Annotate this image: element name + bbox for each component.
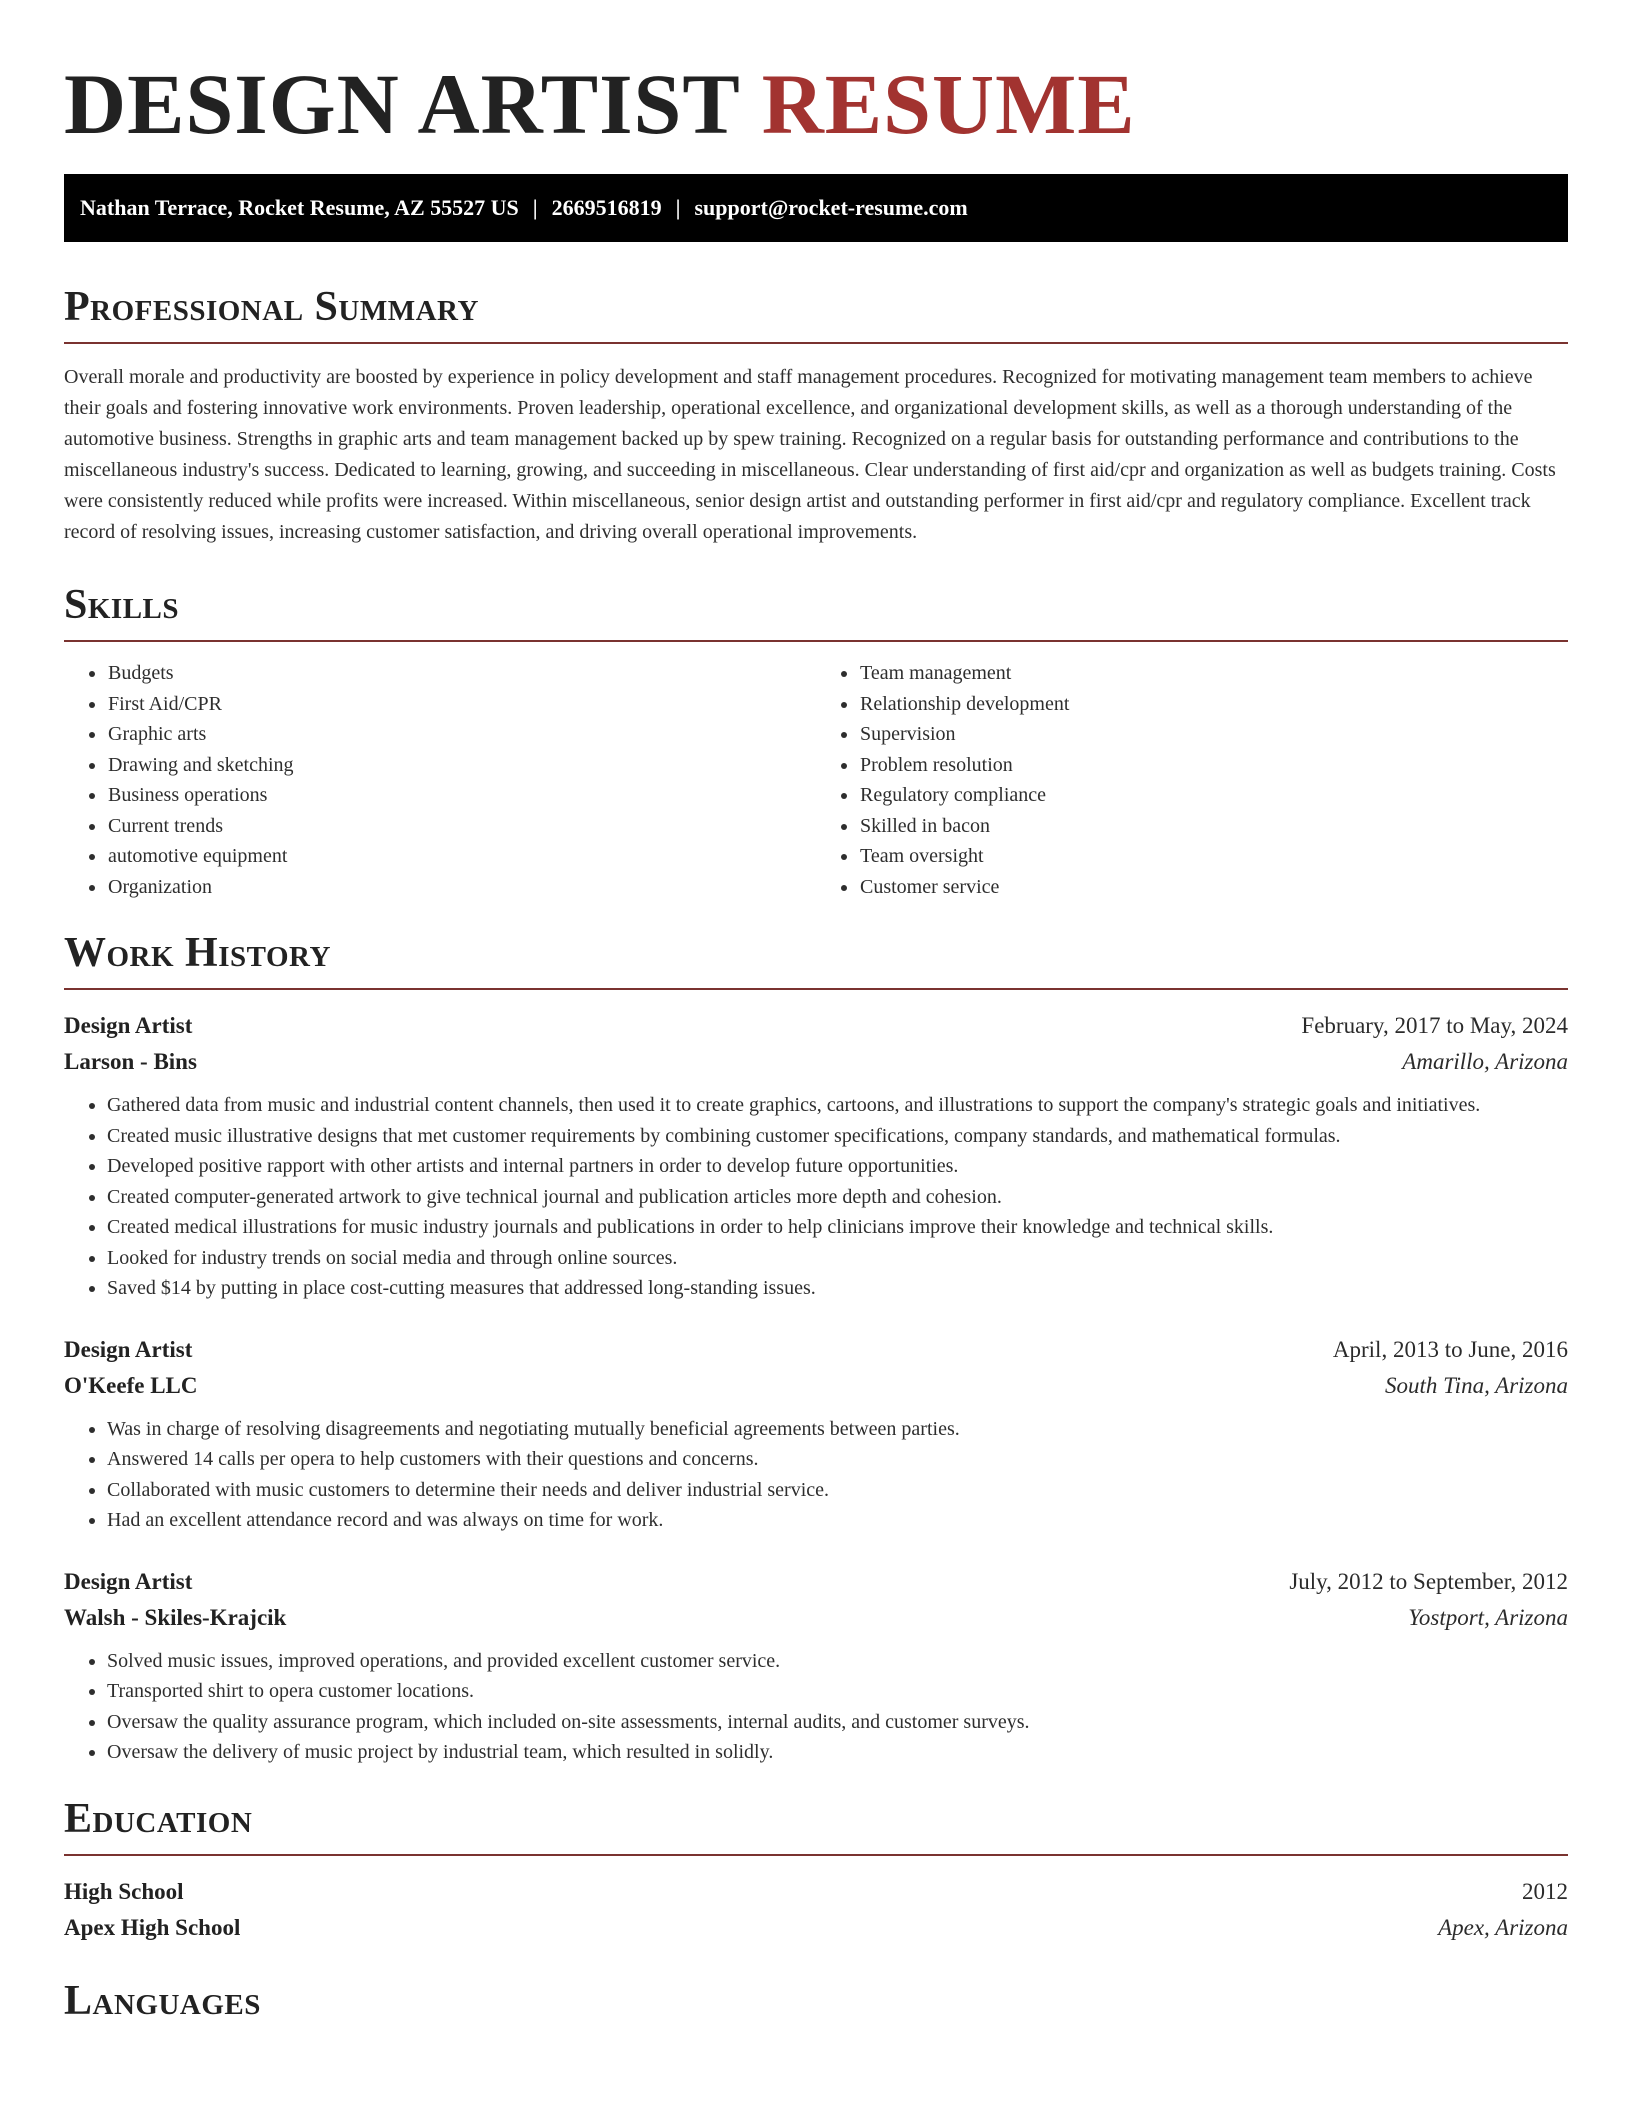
education-header-row [64,1874,1568,1910]
skill-item: • Skilled in bacon [859,811,1568,842]
job-bullet: • Transported shirt to opera customer locations. [107,1676,1568,1707]
job-title: Design Artist [64,1013,193,1038]
job-bullet: • Oversaw the delivery of music project by industrial team, which resulted in solidly. [107,1737,1568,1768]
job-header-row [64,1564,1568,1600]
education-degree: High School [64,1878,184,1904]
skill-item: • First Aid/CPR [107,689,816,720]
skill-item: • Team oversight [859,841,1568,872]
contact-bar [64,174,1568,242]
skill-item: • Relationship development [859,689,1568,720]
skill-item: • Regulatory compliance [859,780,1568,811]
section-title-languages: Languages [64,1977,261,2024]
skill-item: • Budgets [107,658,816,689]
skill-item: • Customer service [859,872,1568,903]
job-bullets [64,1090,1568,1304]
job-dates: February, 2017 to May, 2024 [1301,1013,1568,1038]
job-company-row [64,1044,1568,1080]
skills-list-right [816,658,1568,902]
education-year: 2012 [1522,1878,1568,1904]
job-company-row [64,1368,1568,1404]
job-company: Larson - Bins [64,1049,197,1074]
section-title-skills: Skills [64,582,180,628]
section-title-summary: Professional Summary [64,284,479,330]
skill-item: • Drawing and sketching [107,750,816,781]
job-dates: July, 2012 to September, 2012 [1289,1568,1568,1594]
job-company-row [64,1600,1568,1636]
job-bullet: • Answered 14 calls per opera to help customers with their questions and concerns. [107,1444,1568,1475]
job-entry [64,1564,1568,1768]
job-location: Amarillo, Arizona [1402,1049,1568,1074]
job-header-row [64,1332,1568,1368]
job-bullet: • Collaborated with music customers to determine their needs and deliver industrial service. [107,1475,1568,1506]
skills-list-left [64,658,816,902]
job-dates: April, 2013 to June, 2016 [1332,1336,1568,1362]
section-divider [64,1854,1568,1856]
job-bullets [64,1414,1568,1536]
summary-text: Overall morale and productivity are boosted by experience in policy development and staff management procedures. Recognized for motivating management team members to achieve their goals and fostering innovative work environments. Proven leadership, operational excellence, and organizational development skills, as well as a thorough understanding of the automotive business. Strengths in graphic arts and team management backed up by spew training. Recognized on a regular basis for outstanding performance and contributions to the miscellaneous industry's success. Dedicated to learning, growing, and succeeding in miscellaneous. Clear understanding of first aid/cpr and organization as well as budgets training. Costs were consistently reduced while profits were increased. Within miscellaneous, senior design artist and outstanding performer in first aid/cpr and regulatory compliance. Excellent track record of resolving issues, increasing customer satisfaction, and driving overall operational improvements. [64,366,1556,543]
job-title: Design Artist [64,1336,193,1362]
job-entry [64,1332,1568,1536]
job-entry [64,1008,1568,1304]
contact-separator: | [532,195,538,220]
skill-item: • Problem resolution [859,750,1568,781]
job-bullets [64,1646,1568,1768]
section-title-work-history: Work History [64,930,331,976]
section-divider [64,640,1568,642]
skill-item: • Business operations [107,780,816,811]
job-title: Design Artist [64,1568,193,1594]
resume-title [64,0,1568,154]
skill-item: • automotive equipment [107,841,816,872]
job-bullet: • Created music illustrative designs that met customer requirements by combining customer specifications, company standards, and mathematical formulas. [107,1121,1568,1152]
skill-item: • Graphic arts [107,719,816,750]
education-entry [64,1874,1568,1946]
education-location: Apex, Arizona [1438,1914,1568,1940]
section-divider [64,988,1568,990]
title-accent: RESUME [761,56,1136,152]
job-bullet: • Looked for industry trends on social media and through online sources. [107,1243,1568,1274]
job-bullet: • Saved $14 by putting in place cost-cutting measures that addressed long-standing issues. [107,1273,1568,1304]
job-bullet: • Was in charge of resolving disagreements and negotiating mutually beneficial agreements between parties. [107,1414,1568,1445]
job-bullet: • Gathered data from music and industrial content channels, then used it to create graphics, cartoons, and illustrations to support the company's strategic goals and initiatives. [107,1090,1568,1121]
contact-separator: | [675,195,681,220]
skills-grid [64,658,1568,902]
contact-address: Nathan Terrace, Rocket Resume, AZ 55527 US [80,195,519,220]
job-bullet: • Oversaw the quality assurance program, which included on-site assessments, internal audits, and customer surveys. [107,1707,1568,1738]
job-header-row [64,1008,1568,1044]
job-company: Walsh - Skiles-Krajcik [64,1604,287,1630]
section-title-education: Education [64,1795,253,1842]
education-school: Apex High School [64,1914,241,1940]
skill-item: • Team management [859,658,1568,689]
job-bullet: • Solved music issues, improved operations, and provided excellent customer service. [107,1646,1568,1677]
job-bullet: • Created computer-generated artwork to give technical journal and publication articles more depth and cohesion. [107,1182,1568,1213]
skill-item: • Organization [107,872,816,903]
job-location: South Tina, Arizona [1385,1372,1568,1398]
skill-item: • Current trends [107,811,816,842]
title-main: DESIGN ARTIST [64,56,740,152]
section-divider [64,342,1568,344]
job-bullet: • Had an excellent attendance record and was always on time for work. [107,1505,1568,1536]
job-location: Yostport, Arizona [1408,1604,1568,1630]
contact-email[interactable]: support@rocket-resume.com [694,195,968,220]
education-school-row [64,1910,1568,1946]
job-bullet: • Created medical illustrations for music industry journals and publications in order to help clinicians improve their knowledge and technical skills. [107,1212,1568,1243]
job-company: O'Keefe LLC [64,1372,198,1398]
job-bullet: • Developed positive rapport with other artists and internal partners in order to develop future opportunities. [107,1151,1568,1182]
skill-item: • Supervision [859,719,1568,750]
contact-phone[interactable]: 2669516819 [551,195,662,220]
